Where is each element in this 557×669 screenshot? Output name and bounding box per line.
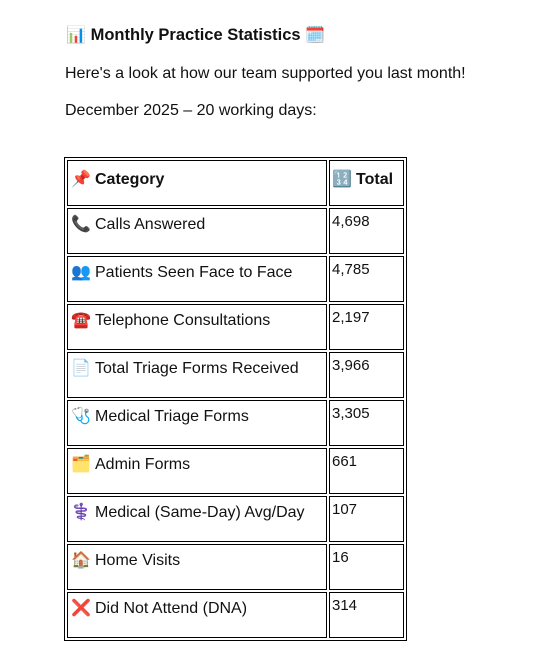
total-value: 2,197 [332,309,370,326]
category-label: Total Triage Forms Received [95,360,299,377]
medical-symbol-icon: ⚕️ [71,504,91,521]
total-cell [329,304,404,350]
page-title-text: Monthly Practice Statistics [90,26,301,44]
total-value: 16 [332,549,349,566]
folder-icon: 🗂️ [71,456,91,473]
category-cell [67,496,327,542]
total-value: 661 [332,453,358,470]
calendar-icon: 🗓️ [305,27,326,44]
telephone-icon: ☎️ [71,312,91,329]
category-header [67,160,327,206]
pushpin-icon: 📌 [71,171,91,188]
period-text: December 2025 – 20 working days: [65,102,317,119]
total-cell [329,400,404,446]
total-value: 314 [332,597,358,614]
total-cell [329,448,404,494]
phone-icon: 📞 [71,216,91,233]
category-cell [67,544,327,590]
category-cell [67,256,327,302]
category-label: Medical Triage Forms [95,408,249,425]
category-cell [67,448,327,494]
numbers-icon: 🔢 [332,171,352,188]
total-cell [329,256,404,302]
page-title [66,25,325,45]
total-cell [329,592,404,638]
total-cell [329,352,404,398]
category-cell [67,208,327,254]
category-label: Home Visits [95,552,181,569]
total-header-label: Total [356,171,394,188]
category-label: Telephone Consultations [95,312,271,329]
category-cell [67,304,327,350]
category-cell [67,352,327,398]
document-icon: 📄 [71,360,91,377]
table-header-row [67,160,404,206]
people-icon: 👥 [71,264,91,281]
table-row [67,256,404,302]
category-cell [67,592,327,638]
intro-text: Here's a look at how our team supported you last month! [65,65,466,82]
category-cell [67,400,327,446]
stethoscope-icon: 🩺 [71,408,91,425]
category-label: Medical (Same-Day) Avg/Day [95,504,305,521]
table-row [67,400,404,446]
table-row [67,448,404,494]
total-value: 3,305 [332,405,370,422]
table-row [67,496,404,542]
total-header [329,160,404,206]
table-row [67,592,404,638]
category-label: Patients Seen Face to Face [95,264,293,281]
total-value: 107 [332,501,358,518]
table-row [67,304,404,350]
table-row [67,208,404,254]
category-header-label: Category [95,171,165,188]
statistics-table [64,157,407,641]
total-cell [329,208,404,254]
category-label: Did Not Attend (DNA) [95,600,248,617]
house-icon: 🏠 [71,552,91,569]
bar-chart-icon: 📊 [66,27,86,44]
table-row [67,544,404,590]
total-value: 3,966 [332,357,370,374]
total-cell [329,496,404,542]
total-value: 4,785 [332,261,370,278]
total-value: 4,698 [332,213,370,230]
total-cell [329,544,404,590]
table-row [67,352,404,398]
category-label: Admin Forms [95,456,191,473]
category-label: Calls Answered [95,216,206,233]
cross-mark-icon: ❌ [71,600,91,617]
